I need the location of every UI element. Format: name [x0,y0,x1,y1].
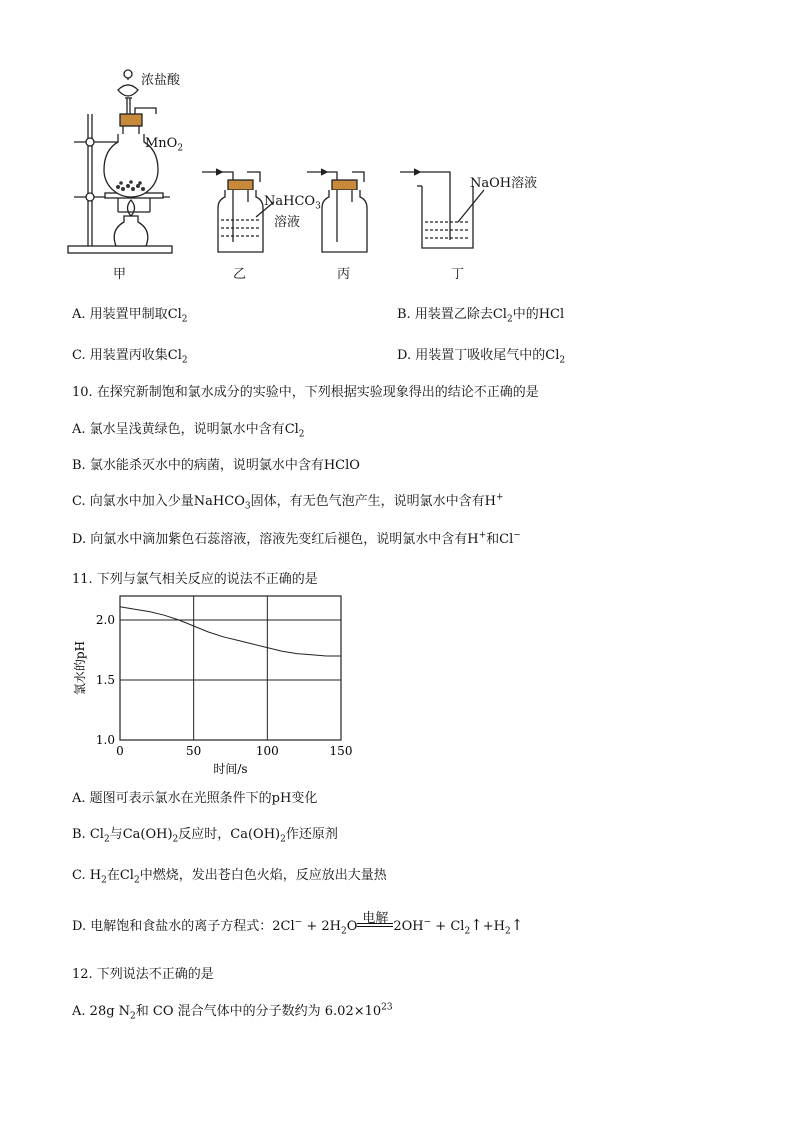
option-letter: D. [397,348,412,363]
formula: Ca(OH) [122,827,173,842]
option-letter: A. [72,791,86,806]
conjunction: 和 [486,532,500,547]
option-text: 用装置甲制取 [89,307,168,322]
q11-option-b [72,823,338,845]
equation-term: O [346,919,358,934]
formula: Cl [284,422,299,437]
formula-sub: 2 [506,314,513,325]
option-text: 题图可表示氯水在光照条件下的pH变化 [89,791,318,806]
q9-option-b [397,303,564,325]
formula-sub: 2 [172,834,179,845]
formula-sub: 2 [340,926,347,937]
name-bing: 丙 [337,267,351,282]
formula-sub: 2 [298,429,305,440]
exponent: 23 [381,1002,393,1013]
option-letter: A. [72,307,86,322]
q10-option-b [72,454,360,473]
option-letter: D. [72,532,87,547]
q12-stem: 12. 下列说法不正确的是 [72,967,214,982]
equation-term: +H [482,919,505,934]
option-letter: B. [397,307,411,322]
mno2-text: MnO [145,136,178,151]
option-letter: A. [72,1004,86,1019]
plot-frame [120,596,341,740]
option-text: 向氯水中滴加紫色石蕊溶液，溶液先变红后褪色，说明氯水中含有 [90,532,468,547]
formula: Cl [492,307,507,322]
electrolysis-arrow [357,911,393,930]
y-tick-label: 2.0 [95,613,115,627]
x-tick-label: 150 [329,744,353,758]
option-text: 用装置乙除去 [414,307,493,322]
q11-option-c [72,864,387,886]
formula: Cl [545,348,560,363]
mno2-sub: 2 [177,143,184,154]
ion-charge: + [495,492,504,503]
formula-sub: 2 [130,1011,136,1022]
series-line [120,607,341,656]
ion-charge: − [423,917,432,928]
label-mno2 [145,136,183,154]
q10-stem: 10. 在探究新制饱和氯水成分的实验中，下列根据实验现象得出的结论不正确的是 [72,385,539,400]
formula: Cl [167,348,182,363]
ion-charge: − [513,530,521,541]
ion: Cl [499,532,514,547]
option-letter: C. [72,494,86,509]
q11-option-d [72,911,524,937]
name-ding: 丁 [451,267,465,282]
ion-charge: + [478,530,487,541]
x-axis-label: 时间/s [213,762,248,776]
equation-term: + 2H [302,919,341,934]
formula: Cl [119,868,134,883]
x-tick-label: 50 [186,744,202,758]
equation-term: + Cl [431,919,465,934]
option-text: 在 [106,868,120,883]
gas-arrow: ↑ [510,916,524,934]
option-text-mid: 固体，有无色气泡产生，说明氯水中含有 [250,494,485,509]
rongye-text: 溶液 [274,214,301,230]
label-nahco3 [264,194,321,231]
ion: H [467,532,479,547]
nahco3-text: NaHCO [264,194,316,209]
q10-option-d [72,528,521,547]
option-text: 用装置丁吸收尾气中的 [415,348,546,363]
option-text: 28g N [89,1004,131,1019]
option-text: 氯水能杀灭水中的病菌，说明氯水中含有HClO [89,458,360,473]
reaction-condition: 电解 [362,911,389,926]
name-yi: 乙 [233,267,247,282]
formula: NaHCO [193,494,245,509]
formula-sub: 2 [464,926,471,937]
formula-sub: 2 [101,875,107,886]
option-letter: C. [72,868,86,883]
formula-sub: 2 [181,314,188,325]
option-text: 和 CO 混合气体中的分子数约为 6.02×10 [135,1004,382,1019]
y-tick-label: 1.5 [95,673,115,687]
q10-option-a [72,418,305,440]
option-letter: B. [72,827,86,842]
nahco3-sub: 3 [315,201,321,212]
option-letter: B. [72,458,86,473]
formula-sub: 2 [103,834,110,845]
q9-option-c [72,344,188,366]
y-tick-label: 1.0 [95,733,115,747]
option-text: 与 [109,827,123,842]
equation-term: 2OH [393,919,424,934]
formula: Ca(OH) [230,827,281,842]
option-text: 氯水呈浅黄绿色，说明氯水中含有 [89,422,285,437]
label-naoh: NaOH溶液 [470,176,538,191]
q9-option-a [72,303,188,325]
name-jia: 甲 [113,267,127,282]
ion: H [484,494,496,509]
x-tick-label: 0 [116,744,124,758]
formula: Cl [167,307,182,322]
option-text-tail: 中的HCl [512,307,565,322]
equation-lhs: 2Cl [272,919,295,934]
ph-chart [70,588,370,778]
formula: Cl [89,827,104,842]
option-text: 作还原剂 [285,827,338,842]
label-conc-hcl: 浓盐酸 [141,73,181,88]
x-tick-label: 100 [255,744,279,758]
q10-option-c [72,490,504,512]
q9-option-d [397,344,565,366]
formula-sub: 3 [244,501,251,512]
option-text: 反应时， [178,827,231,842]
formula-sub: 2 [133,875,140,886]
option-text: 向氯水中加入少量 [89,494,194,509]
option-text: 用装置丙收集 [89,348,168,363]
option-letter: C. [72,348,86,363]
formula: H [89,868,102,883]
q11-option-a [72,787,317,806]
ion-charge: − [294,917,303,928]
formula-sub: 2 [559,355,566,366]
formula-sub: 2 [181,355,188,366]
option-letter: D. [72,919,87,934]
formula-sub: 2 [280,834,286,845]
formula-sub: 2 [504,926,511,937]
option-text: 电解饱和食盐水的离子方程式： [90,919,273,934]
q12-option-a [72,1000,393,1022]
gas-arrow: ↑ [470,916,483,934]
q11-stem: 11. 下列与氯气相关反应的说法不正确的是 [72,572,318,587]
apparatus-jia [68,70,172,253]
y-axis-label: 氯水的pH [73,640,87,696]
option-text: 中燃烧，发出苍白色火焰，反应放出大量热 [139,868,387,883]
option-letter: A. [72,422,86,437]
